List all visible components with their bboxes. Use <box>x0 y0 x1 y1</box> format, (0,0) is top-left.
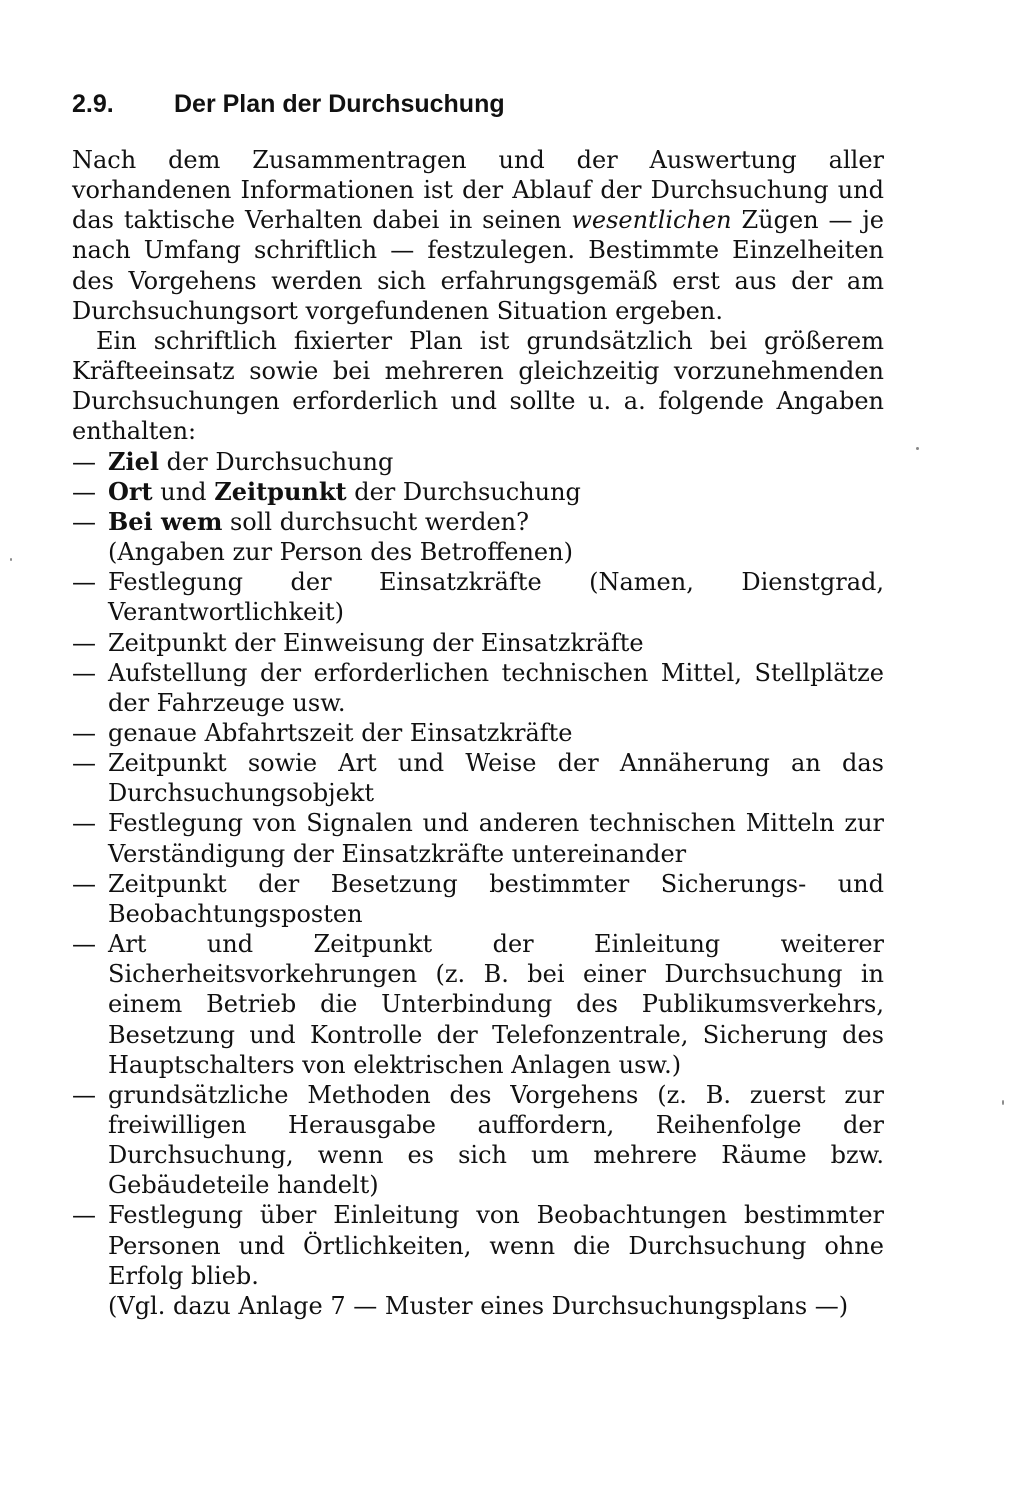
list-item-text: Festlegung von Signalen und anderen technischen Mitteln zur Verständigung der Einsatzkräfte untereinander <box>108 809 884 868</box>
list-item-subtext: (Angaben zur Person des Betroffenen) <box>108 538 573 567</box>
list-item <box>72 748 884 808</box>
list-item <box>72 718 884 748</box>
list-item-text: der Durchsuchung <box>159 447 394 476</box>
paragraph-1-text-a: Nach dem Zusammentragen und der Auswertung aller vorhandenen Informationen ist der Ablauf der Durchsuchung und das taktische Verhalten dabei in seinen <box>72 146 884 235</box>
dash-marker: — <box>72 749 96 778</box>
list-item-text: Festlegung der Einsatzkräfte (Namen, Dienstgrad, Verantwortlichkeit) <box>108 568 884 627</box>
paragraph-2: Ein schriftlich fixierter Plan ist grundsätzlich bei größerem Kräfteeinsatz sowie bei mehreren gleichzeitig vorzunehmenden Durchsuchungen erforderlich und sollte u. a. folgende Angaben enthalten: <box>72 326 884 446</box>
dash-marker: — <box>72 1201 96 1230</box>
list-item-text: Art und Zeitpunkt der Einleitung weiterer Sicherheitsvorkehrungen (z. B. bei einer Durchsuchung in einem Betrieb die Unterbindung des Publikumsverkehrs, Besetzung und Kontrolle der Telefonzentrale, Sicherung des Hauptschalters von elektrischen Anlagen usw.) <box>108 930 884 1079</box>
dash-marker: — <box>72 507 96 536</box>
list-item <box>72 808 884 868</box>
requirements-list <box>72 447 884 1291</box>
dash-marker: — <box>72 658 96 687</box>
list-item <box>72 507 884 567</box>
dash-marker: — <box>72 1080 96 1109</box>
section-title: Der Plan der Durchsuchung <box>174 90 505 118</box>
dash-marker: — <box>72 477 96 506</box>
dash-marker: — <box>72 718 96 747</box>
list-item <box>72 628 884 658</box>
list-item <box>72 869 884 929</box>
list-item-text: Zeitpunkt sowie Art und Weise der Annäherung an das Durchsuchungsobjekt <box>108 749 884 808</box>
scan-speck <box>10 558 12 561</box>
list-item <box>72 658 884 718</box>
dash-marker: — <box>72 568 96 597</box>
list-item-text: grundsätzliche Methoden des Vorgehens (z. B. zuerst zur freiwilligen Herausgabe auffordern, Reihenfolge der Durchsuchung, wenn es sich um mehrere Räume bzw. Gebäudeteile handelt) <box>108 1080 884 1200</box>
list-item-text: Aufstellung der erforderlichen technischen Mittel, Stellplätze der Fahrzeuge usw. <box>108 658 884 717</box>
list-item-bold: Ziel <box>108 446 160 476</box>
paragraph-1-text-b: Zügen — je nach Umfang schriftlich — festzulegen. Bestimmte Einzelheiten des Vorgehens werden sich erfahrungsgemäß erst aus der am Durchsuchungsort vorgefundenen Situation ergeben. <box>72 206 885 325</box>
dash-marker: — <box>72 447 96 476</box>
dash-marker: — <box>72 930 96 959</box>
list-item-text: soll durchsucht werden? <box>222 507 529 536</box>
list-item-bold: Zeitpunkt <box>214 476 347 506</box>
dash-marker: — <box>72 628 96 657</box>
paragraph-1-emphasis: wesentlichen <box>571 206 732 235</box>
dash-marker: — <box>72 809 96 838</box>
list-item-text: genaue Abfahrtszeit der Einsatzkräfte <box>108 718 573 747</box>
scan-speck <box>916 447 919 450</box>
dash-marker: — <box>72 869 96 898</box>
list-item-text: und <box>152 477 215 506</box>
section-number: 2.9. <box>72 90 114 118</box>
scan-speck <box>1002 1100 1004 1105</box>
section-heading <box>72 90 505 119</box>
list-item <box>72 447 884 477</box>
list-item-text: der Durchsuchung <box>346 477 581 506</box>
list-item-bold: Bei wem <box>108 506 223 536</box>
list-item <box>72 567 884 627</box>
reference-note: (Vgl. dazu Anlage 7 — Muster eines Durchsuchungsplans —) <box>108 1291 849 1320</box>
list-item <box>72 929 884 1080</box>
body-text <box>72 145 884 1321</box>
paragraph-1 <box>72 145 884 326</box>
list-item <box>72 477 884 507</box>
list-item-text: Festlegung über Einleitung von Beobachtungen bestimmter Personen und Örtlichkeiten, wenn die Durchsuchung ohne Erfolg blieb. <box>108 1201 884 1290</box>
list-item-text: Zeitpunkt der Besetzung bestimmter Sicherungs- und Beobachtungsposten <box>108 869 884 928</box>
list-item-text: Zeitpunkt der Einweisung der Einsatzkräfte <box>108 628 644 657</box>
list-item-bold: Ort <box>108 476 153 506</box>
list-item <box>72 1080 884 1201</box>
list-item <box>72 1200 884 1290</box>
